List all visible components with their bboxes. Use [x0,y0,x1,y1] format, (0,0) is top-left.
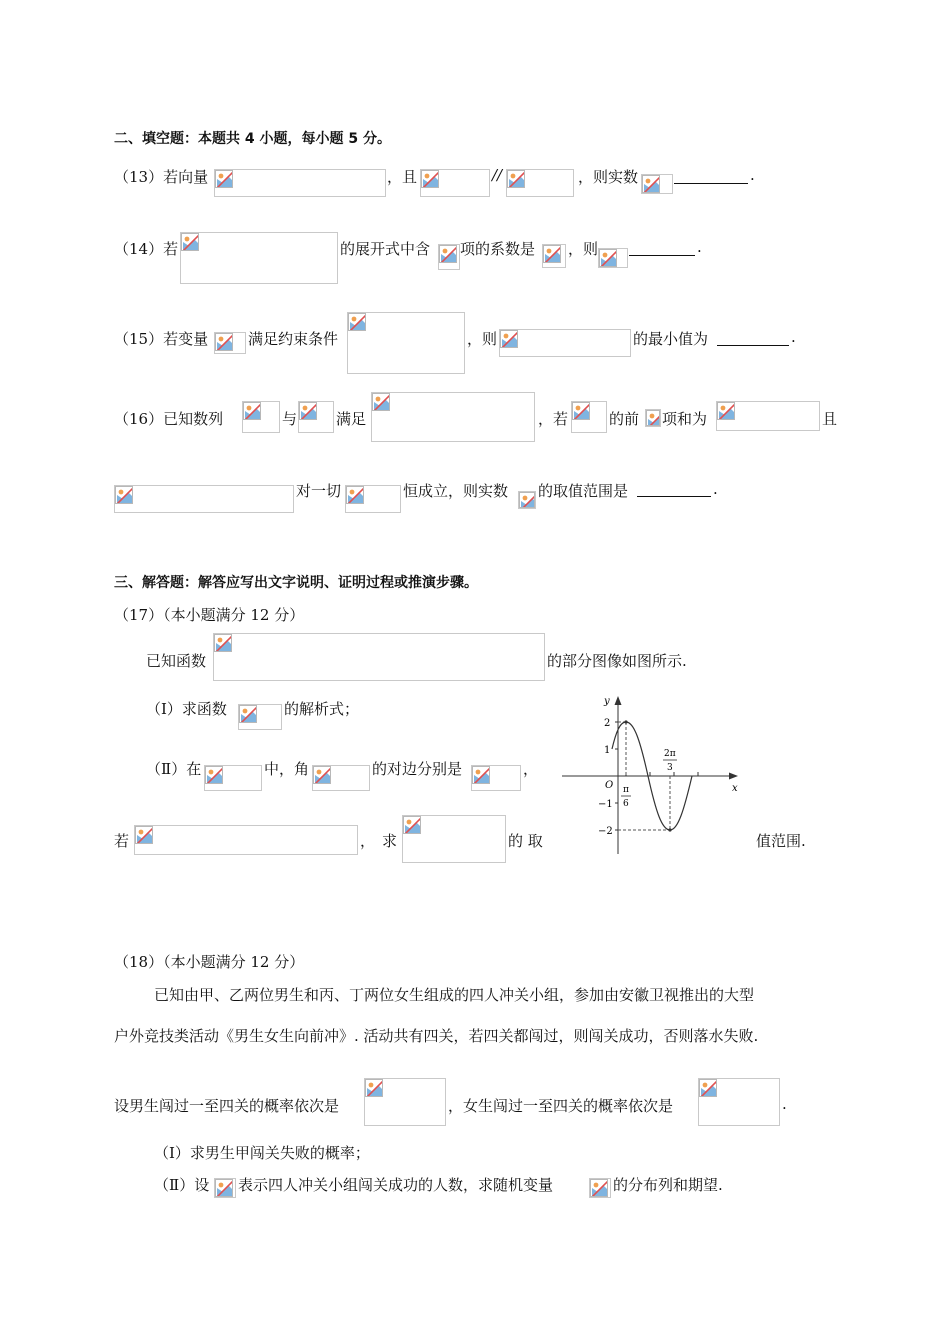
broken-image-icon [239,705,257,723]
broken-image-icon [439,245,457,263]
q15-text-d: 的最小值为 [633,330,709,348]
answer-blank [637,496,711,497]
formula-image [542,244,566,268]
function-graph [558,692,748,860]
x-tick-pi6-den: 6 [623,799,629,809]
q15-text-c: ，则 [467,330,498,348]
q16-text-g: 且 [822,410,838,428]
q16-text-c: 满足 [336,410,367,428]
q17-p2-b: 中，角 [264,760,310,778]
formula-image [371,392,535,442]
q13-text-b: ，且 [387,168,418,186]
formula-image [645,409,661,427]
q18-line3-c: . [782,1095,787,1113]
answer-blank [629,255,695,256]
formula-image [242,401,280,433]
broken-image-icon [599,249,617,267]
q18-title: （18）（本小题满分 12 分） [114,953,305,971]
broken-image-icon [519,492,535,508]
q17-intro-a: 已知函数 [146,652,207,670]
formula-image [345,485,401,513]
formula-image [402,815,506,863]
broken-image-icon [507,170,525,188]
q13-text-c: // [492,166,503,184]
q13-text-d: ，则实数 [578,168,639,186]
broken-image-icon [215,1179,233,1197]
q15-text-b: 满足约束条件 [248,330,339,348]
formula-image [364,1078,446,1126]
q14-text-a: （14）若 [114,240,179,258]
max-point [624,720,627,723]
section3-heading: 三、解答题：解答应写出文字说明、证明过程或推演步骤。 [114,575,478,591]
broken-image-icon [699,1079,717,1097]
y-tick-label: −2 [598,826,613,837]
y-axis-arrow [615,696,622,705]
broken-image-icon [348,313,366,331]
y-tick-label: 2 [604,718,611,729]
broken-image-icon [365,1079,383,1097]
q14-text-e: . [697,238,702,256]
broken-image-icon [472,766,490,784]
q18-p2-a: （Ⅱ）设 [154,1176,210,1194]
formula-image [506,169,574,197]
q13-text-a: （13）若向量 [114,168,209,186]
q17-p1-a: （Ⅰ）求函数 [146,700,227,718]
broken-image-icon [372,393,390,411]
answer-blank [674,183,748,184]
q17-p3-d: 的 取 [508,832,543,850]
broken-image-icon [500,330,518,348]
broken-image-icon [403,816,421,834]
broken-image-icon [215,333,233,351]
formula-image [420,169,490,197]
q18-line2: 户外竞技类活动《男生女生向前冲》. 活动共有四关，若四关都闯过，则闯关成功，否则落水失败. [114,1027,759,1045]
q17-p2-a: （Ⅱ）在 [146,760,202,778]
y-tick-label: 1 [604,745,611,756]
broken-image-icon [243,402,261,420]
q16-text-d: ，若 [538,410,569,428]
formula-image [716,401,820,431]
y-tick-label: −1 [598,799,613,810]
formula-image [598,248,628,268]
formula-image [471,765,521,791]
formula-image [204,765,262,791]
q18-line3-b: ，女生闯过一至四关的概率依次是 [448,1097,674,1115]
q17-p2-d: ， [523,760,539,778]
q15-text-e: . [791,328,796,346]
broken-image-icon [590,1179,608,1197]
formula-image [347,312,465,374]
min-point [668,828,671,831]
origin-label: O [605,780,614,791]
section2-heading: 二、填空题：本题共 4 小题，每小题 5 分。 [114,131,391,147]
q18-line1: 已知由甲、乙两位男生和丙、丁两位女生组成的四人冲关小组，参加由安徽卫视推出的大型 [154,986,755,1004]
q14-text-d: ，则 [568,240,599,258]
formula-image [571,401,607,433]
formula-image [589,1178,611,1198]
q13-text-e: . [750,166,755,184]
broken-image-icon [313,766,331,784]
q16-text-e: 的前 [609,410,640,428]
q17-p3-a: 若 [114,832,130,850]
formula-image [438,244,460,270]
x-tick-pi6-num: π [623,785,629,795]
q17-p2-c: 的对边分别是 [372,760,463,778]
q17-p3-e: 值范围. [756,832,806,850]
q16-text-f: 项和为 [662,410,708,428]
y-axis-label: y [604,696,610,707]
q16-text-h: 对一切 [296,482,342,500]
broken-image-icon [135,826,153,844]
broken-image-icon [214,634,232,652]
formula-image [698,1078,780,1126]
q18-line3-a: 设男生闯过一至四关的概率依次是 [114,1097,340,1115]
q17-intro-b: 的部分图像如图所示. [547,652,687,670]
x-axis-label: x [732,783,738,794]
formula-image [499,329,631,357]
x-axis-arrow [729,773,738,780]
q16-text-k: . [713,480,718,498]
broken-image-icon [642,175,660,193]
broken-image-icon [543,245,561,263]
q15-text-a: （15）若变量 [114,330,209,348]
broken-image-icon [205,766,223,784]
formula-image [214,169,386,197]
q14-text-c: 项的系数是 [460,240,536,258]
q16-text-i: 恒成立，则实数 [403,482,509,500]
q18-p2-c: 的分布列和期望. [613,1176,723,1194]
q16-text-b: 与 [282,410,298,428]
formula-image [298,401,334,433]
q17-title: （17）（本小题满分 12 分） [114,606,305,624]
answer-blank [717,345,789,346]
formula-image [180,232,338,284]
formula-image [641,174,673,194]
formula-image [214,332,246,354]
broken-image-icon [346,486,364,504]
q17-p1-b: 的解析式； [284,700,360,718]
broken-image-icon [572,402,590,420]
formula-image [214,1178,236,1198]
formula-image [312,765,370,791]
formula-image [238,704,282,730]
q17-p3-b: ， [360,832,376,850]
broken-image-icon [646,410,660,426]
broken-image-icon [717,402,735,420]
formula-image [134,825,358,855]
broken-image-icon [215,170,233,188]
broken-image-icon [421,170,439,188]
q18-p1: （Ⅰ）求男生甲闯关失败的概率； [154,1144,370,1162]
q16-text-j: 的取值范围是 [538,482,629,500]
broken-image-icon [181,233,199,251]
q14-text-b: 的展开式中含 [340,240,431,258]
x-tick-2pi3-den: 3 [667,763,673,773]
broken-image-icon [299,402,317,420]
q18-p2-b: 表示四人冲关小组闯关成功的人数，求随机变量 [238,1176,554,1194]
formula-image [114,485,294,513]
q16-text-a: （16）已知数列 [114,410,224,428]
q17-p3-c: 求 [382,832,398,850]
formula-image [213,633,545,681]
formula-image [518,491,536,509]
broken-image-icon [115,486,133,504]
x-tick-2pi3-num: 2π [664,749,676,759]
